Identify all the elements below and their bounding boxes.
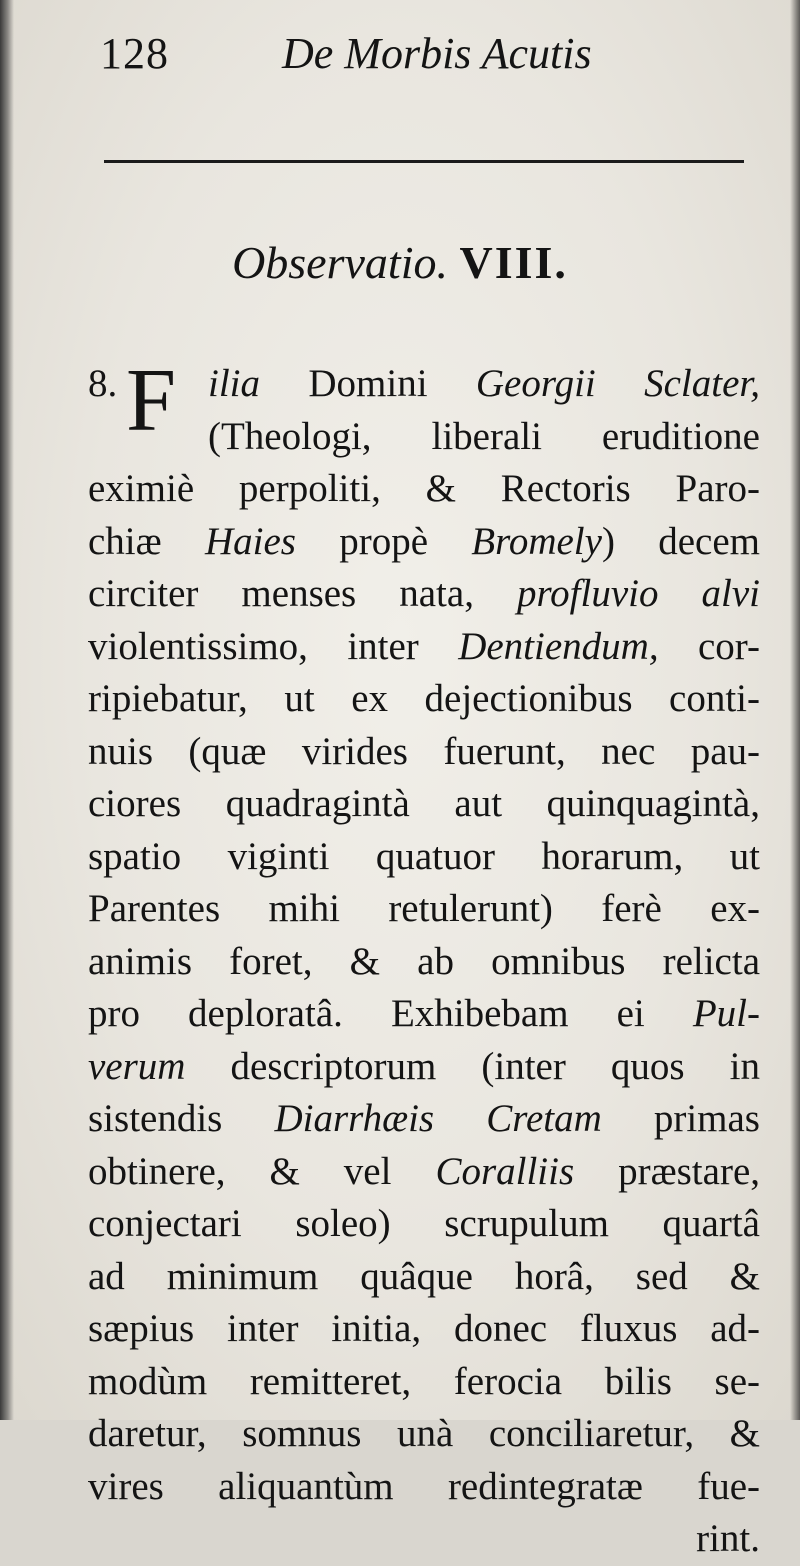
text-segment: verum bbox=[88, 1044, 186, 1088]
text-line bbox=[88, 1408, 760, 1461]
text-segment: descriptorum (inter quos in bbox=[185, 1044, 760, 1088]
text-line-content bbox=[208, 358, 760, 411]
header-rule bbox=[104, 160, 744, 163]
text-segment: Dentiendum, bbox=[458, 624, 659, 668]
text-segment: chiæ bbox=[88, 519, 205, 563]
text-line bbox=[88, 726, 760, 779]
text-segment: propè bbox=[295, 519, 472, 563]
text-segment: conjectari soleo) scrupulum quartâ bbox=[88, 1202, 760, 1245]
text-segment: Pul- bbox=[692, 992, 760, 1035]
text-line bbox=[88, 778, 760, 831]
text-line bbox=[88, 883, 760, 936]
section-title-numeral: VIII. bbox=[459, 237, 568, 288]
page-edge-shadow-right bbox=[790, 0, 800, 1420]
observation-text bbox=[88, 351, 760, 1566]
text-segment: ilia bbox=[208, 362, 261, 405]
text-line bbox=[88, 1356, 760, 1409]
text-segment: daretur, somnus unà conciliaretur, & bbox=[88, 1412, 760, 1455]
text-segment: Domini bbox=[260, 362, 476, 405]
text-line bbox=[88, 516, 760, 569]
text-line bbox=[88, 621, 760, 674]
text-segment: Parentes mihi retulerunt) ferè ex- bbox=[88, 887, 760, 930]
text-segment: eximiè perpoliti, & Rectoris Paro- bbox=[88, 467, 760, 510]
text-segment: Coralliis bbox=[435, 1149, 575, 1193]
text-segment: profluvio alvi bbox=[516, 572, 760, 615]
text-segment: ) decem bbox=[601, 519, 760, 563]
text-segment: rint. bbox=[696, 1517, 760, 1560]
text-line bbox=[88, 1093, 760, 1146]
text-line bbox=[88, 936, 760, 989]
text-segment: animis foret, & ab omnibus relicta bbox=[88, 939, 760, 983]
text-segment: circiter menses nata, bbox=[88, 572, 517, 615]
section-title bbox=[0, 236, 800, 289]
page-number: 128 bbox=[100, 29, 169, 78]
text-line bbox=[88, 1513, 760, 1566]
text-segment: sæpius inter initia, donec fluxus ad- bbox=[88, 1307, 760, 1350]
text-segment: Diarrhæis Cretam bbox=[274, 1097, 602, 1140]
text-segment: spatio viginti quatuor horarum, ut bbox=[88, 834, 760, 878]
page-header bbox=[100, 28, 760, 88]
text-line bbox=[88, 673, 760, 726]
text-segment: ad minimum quâque horâ, sed & bbox=[88, 1254, 760, 1298]
text-segment: ripiebatur, ut ex dejectionibus conti- bbox=[88, 677, 760, 720]
text-segment: nuis (quæ virides fuerunt, nec pau- bbox=[88, 729, 760, 773]
text-segment: cor- bbox=[658, 624, 760, 668]
text-segment: primas bbox=[601, 1097, 760, 1140]
text-line bbox=[88, 463, 760, 516]
text-segment: pro deploratâ. Exhibebam ei bbox=[88, 992, 693, 1035]
text-line bbox=[88, 568, 760, 621]
text-line bbox=[88, 1251, 760, 1304]
text-line bbox=[88, 1303, 760, 1356]
text-line bbox=[88, 1041, 760, 1094]
paragraph-number: 8. bbox=[88, 362, 118, 405]
text-segment: Bromely bbox=[471, 519, 602, 563]
text-segment: Haies bbox=[204, 519, 296, 563]
text-line bbox=[88, 831, 760, 884]
text-segment: obtinere, & vel bbox=[88, 1149, 436, 1193]
text-segment: (Theologi, liberali eruditione bbox=[208, 414, 760, 458]
section-title-label: Observatio. bbox=[232, 237, 448, 288]
running-title: De Morbis Acutis bbox=[282, 29, 592, 78]
text-line bbox=[88, 1461, 760, 1514]
text-segment: præstare, bbox=[574, 1149, 760, 1193]
text-segment: ciores quadragintà aut quinquagintà, bbox=[88, 782, 760, 825]
text-segment: vires aliquantùm redintegratæ fue- bbox=[88, 1464, 760, 1508]
text-line bbox=[88, 988, 760, 1041]
text-line bbox=[88, 1146, 760, 1199]
text-segment: sistendis bbox=[88, 1097, 275, 1140]
text-line bbox=[88, 1198, 760, 1251]
text-segment: violentissimo, inter bbox=[88, 624, 459, 668]
drop-cap: F bbox=[126, 351, 177, 450]
text-segment: Georgii Sclater, bbox=[475, 362, 760, 405]
page-edge-shadow-left bbox=[0, 0, 14, 1420]
text-line bbox=[88, 411, 760, 464]
text-segment: modùm remitteret, ferocia bilis se- bbox=[88, 1359, 760, 1403]
